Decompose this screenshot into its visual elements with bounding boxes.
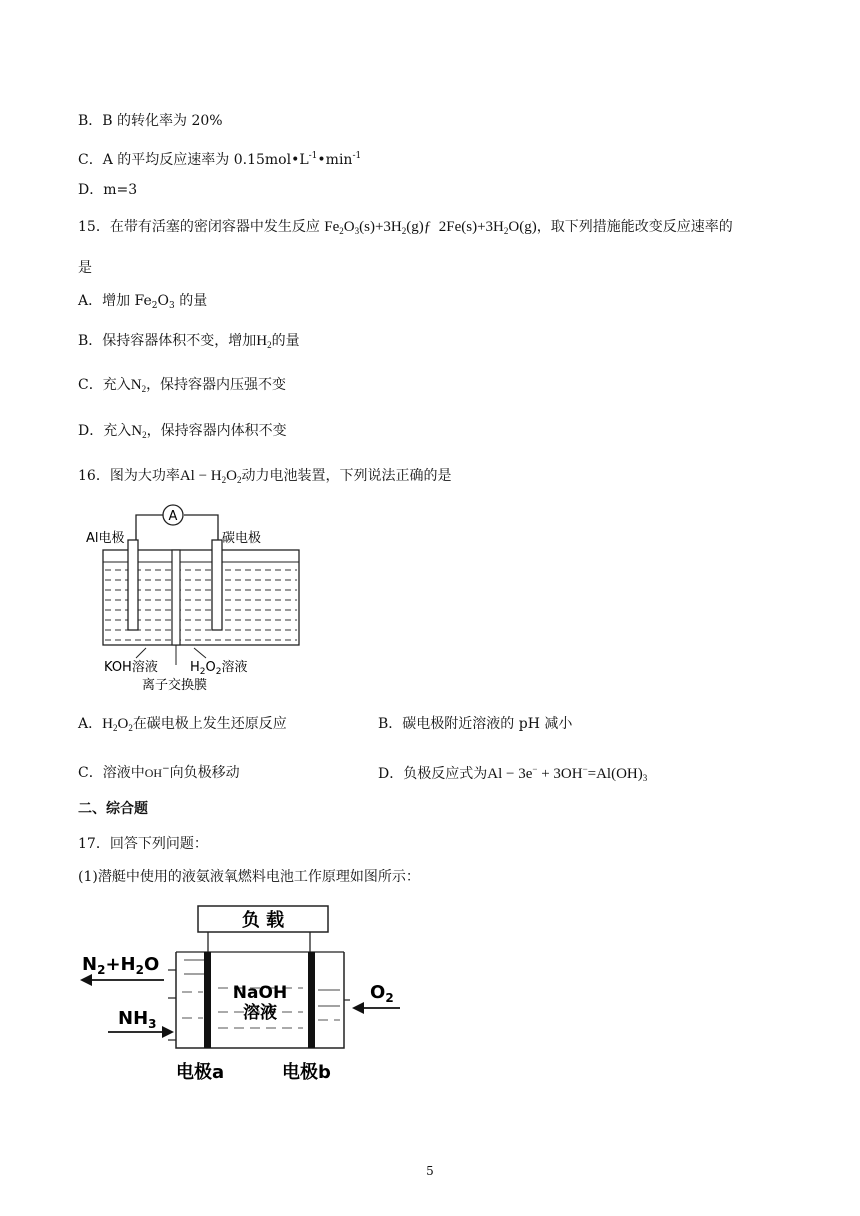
out-arrow-icon	[80, 974, 92, 986]
q15-stem-line2: 是	[78, 260, 92, 276]
al-electrode-label: Al电极	[86, 531, 125, 546]
q14-option-b: B．B 的转化率为 20%	[78, 113, 223, 129]
electrode-a-label: 电极a	[176, 1062, 225, 1083]
q15-option-d: D．充入$N_2$，保持容器内体积不变	[78, 423, 287, 440]
q16-option-d: D．负极反应式为$Al - 3e^- + 3OH^-=Al(OH)_3$	[378, 764, 648, 783]
h2o2-solution-label: $H_2O_2$溶液	[190, 660, 248, 677]
electrode-b	[308, 952, 315, 1048]
carbon-electrode-label: 碳电极	[222, 531, 262, 546]
q15-option-c: C．充入$N_2$，保持容器内压强不变	[78, 377, 287, 394]
electrode-b-label: 电极b	[282, 1062, 331, 1083]
q15-stem: 15．在带有活塞的密闭容器中发生反应 $Fe_2O_3(s)+3H_2(g)ƒ$ $2Fe(s)+3H_2O(g)$，取下列措施能改变反应速率的	[78, 219, 733, 236]
q15-option-b: B．保持容器体积不变，增加$H_2$的量	[78, 333, 300, 350]
q17-fuel-cell-figure	[78, 900, 408, 1094]
q16-battery-figure	[84, 500, 314, 699]
n2-h2o-label: $N_2+H_2O$	[82, 954, 160, 977]
q14-option-c: C．A 的平均反应速率为 $0.15mol•L^{-1}•\min^{-1}$	[78, 151, 362, 168]
koh-solution-label: KOH溶液	[104, 660, 158, 675]
ion-exchange-membrane	[172, 550, 180, 645]
electrode-a	[204, 952, 211, 1048]
q17-sub1: (1)潜艇中使用的液氨液氧燃料电池工作原理如图所示：	[78, 869, 420, 885]
q16-stem: 16．图为大功率$Al - H_2O_2$动力电池装置，下列说法正确的是	[78, 468, 452, 485]
q14-option-d: D．m=3	[78, 182, 138, 198]
q15-option-a: A．增加 $Fe_2O_3$ 的量	[78, 293, 208, 311]
q16-option-b: B．碳电极附近溶液的 pH 减小	[378, 716, 573, 732]
q16-option-c: C．溶液中OH−向负极移动	[78, 764, 240, 781]
q16-option-a: A．$H_2O_2$在碳电极上发生还原反应	[78, 716, 287, 733]
nh3-arrow-icon	[162, 1026, 174, 1038]
o2-label: $O_2$	[370, 982, 394, 1005]
carbon-electrode	[212, 540, 222, 630]
solution-label: 溶液	[243, 1003, 277, 1023]
naoh-label: NaOH	[232, 983, 288, 1003]
al-electrode	[128, 540, 138, 630]
page-number: 5	[426, 1164, 434, 1178]
q15-equation: $Fe_2O_3(s)+3H_2(g)ƒ$ $2Fe(s)+3H_2O(g)$	[324, 219, 537, 236]
nh3-label: $NH_3$	[118, 1008, 157, 1031]
ammeter-label: A	[168, 509, 178, 524]
load-label: 负 载	[241, 910, 285, 931]
q17-stem: 17．回答下列问题：	[78, 836, 208, 852]
o2-arrow-icon	[352, 1002, 364, 1014]
section-heading: 二、综合题	[78, 801, 148, 817]
membrane-label: 离子交换膜	[142, 678, 208, 693]
